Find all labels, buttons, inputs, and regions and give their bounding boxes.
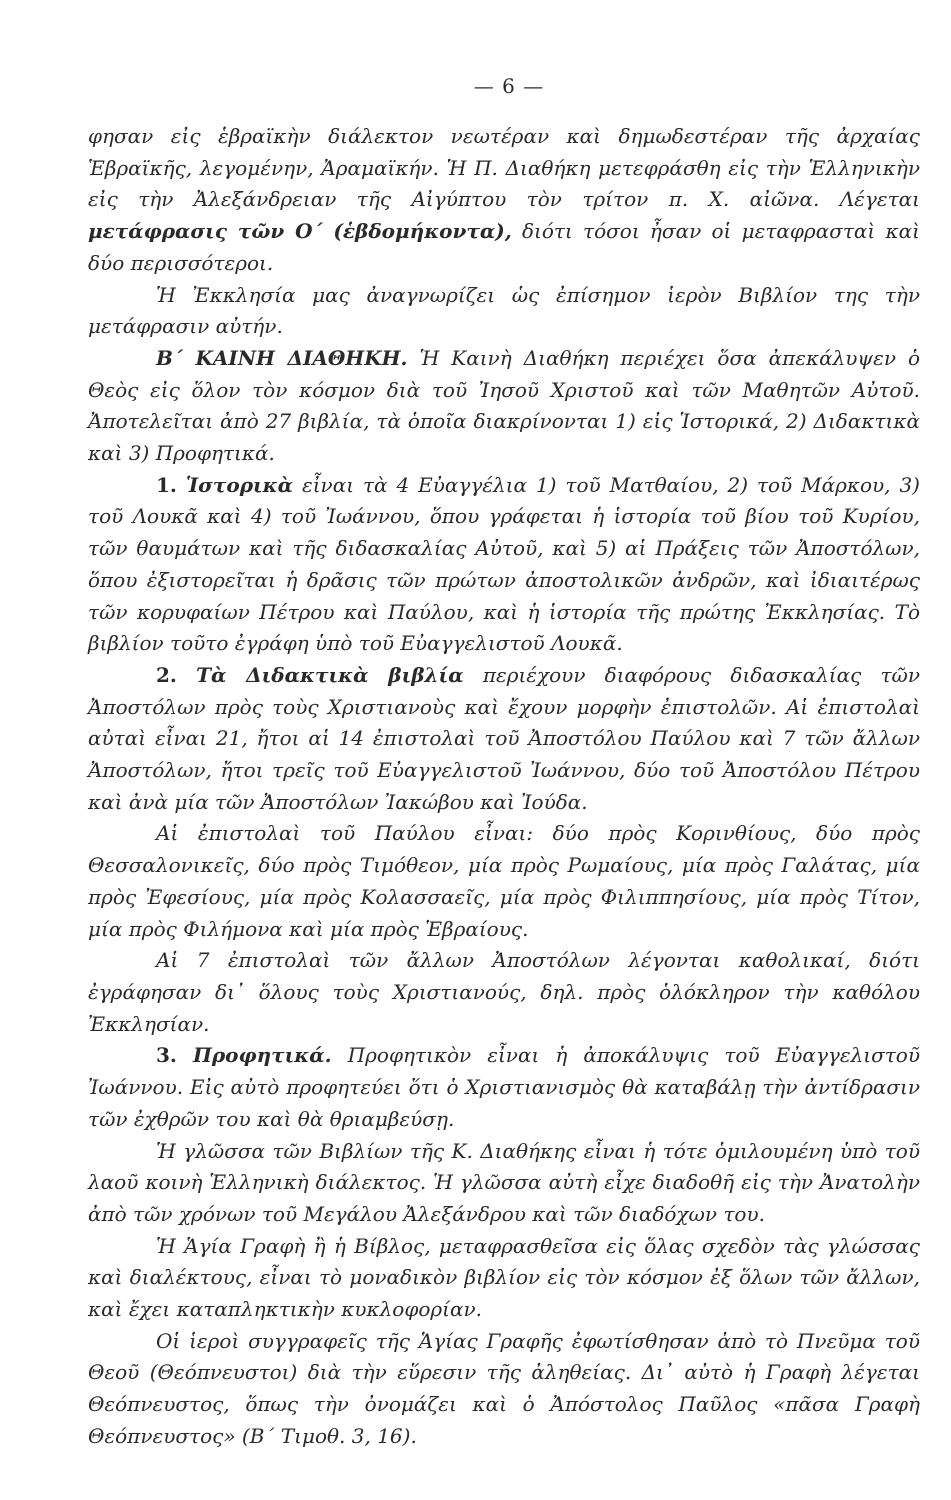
item-number-2: 2. [156,662,177,687]
body-text [88,121,920,1453]
section-heading-new-testament: Β΄ ΚΑΙΝΗ ΔΙΑΘΗΚΗ. [156,345,408,370]
term-historical: Ἱστορικὰ [185,472,294,497]
paragraph-2: Ἡ Ἐκκλησία μας ἀναγνωρίζει ὡς ἐπίσημον ἱερὸν Βιβλίον της τὴν μετάφρασιν αὐτήν. [88,282,920,339]
paragraph-5 [88,660,920,819]
paragraph-7: Αἱ 7 ἐπιστολαὶ τῶν ἄλλων Ἀποστόλων λέγονται καθολικαί, διότι ἐγράφησαν δι᾿ ὅλους τοὺς Χριστιανούς, δηλ. πρὸς ὁλόκληρον τὴν καθόλου Ἐκκλησίαν. [88,948,920,1036]
paragraph-4-text: εἶναι τὰ 4 Εὐαγγέλια 1) τοῦ Ματθαίου, 2) τοῦ Μάρκου, 3) τοῦ Λουκᾶ καὶ 4) τοῦ Ἰωάννου, ὅπου γράφεται ἡ ἱστορία τοῦ βίου τοῦ Κυρίου, τῶν θαυμάτων καὶ τῆς διδασκαλίας Αὐτοῦ, καὶ 5) αἱ Πράξεις τῶν Ἀποστόλων, ὅπου ἐξιστορεῖται ἡ δρᾶσις τῶν πρώτων ἀποστολικῶν ἀνδρῶν, καὶ ἰδιαιτέρως τῶν κορυφαίων Πέτρου καὶ Παύλου, καὶ ἡ ἱστορία τῆς πρώτης Ἐκκλησίας. Τὸ βιβλίον τοῦτο ἐγράφη ὑπὸ τοῦ Εὐαγγελιστοῦ Λουκᾶ. [88,472,920,656]
page-number: — 6 — [473,74,545,98]
paragraph-1-text-a: φησαν εἰς ἑβραϊκὴν διάλεκτον νεωτέραν καὶ δημωδεστέραν τῆς ἀρχαίας Ἑβραϊκῆς, λεγομένην, Ἀραμαϊκήν. Ἡ Π. Διαθήκη μετεφράσθη εἰς τὴν Ἑλληνικὴν εἰς τὴν Ἀλεξάνδρειαν τῆς Αἰγύπτου τὸν τρίτον π. Χ. αἰῶνα. Λέγεται [88,124,920,212]
paragraph-10: Ἡ Ἁγία Γραφὴ ἢ ἡ Βίβλος, μεταφρασθεῖσα εἰς ὅλας σχεδὸν τὰς γλώσσας καὶ διαλέκτους, εἶναι τὸ μοναδικὸν βιβλίον εἰς τὸν κόσμον ἐξ ὅλων τῶν ἄλλων, καὶ ἔχει καταπληκτικὴν κυκλοφορίαν. [88,1233,920,1322]
paragraph-1-text-b: διότι τόσοι ἦσαν οἱ μεταφρασταὶ καὶ δύο περισσότεροι. [88,219,920,275]
paragraph-8 [88,1040,920,1135]
paragraph-8-text: Προφητικὸν εἶναι ἡ ἀποκάλυψις τοῦ Εὐαγγελιστοῦ Ἰωάννου. Εἰς αὐτὸ προφητεύει ὅτι ὁ Χριστιανισμὸς θὰ καταβάλῃ τὴν ἀντίδρασιν τῶν ἐχθρῶν του καὶ θὰ θριαμβεύσῃ. [88,1043,921,1131]
term-prophetic: Προφητικά. [192,1043,332,1068]
paragraph-4 [88,470,920,660]
paragraph-5-text: περιέχουν διαφόρους διδασκαλίας τῶν Ἀποστόλων πρὸς τοὺς Χριστιανοὺς καὶ ἔχουν μορφὴν ἐπιστολῶν. Αἱ ἐπιστολαὶ αὐταὶ εἶναι 21, ἤτοι αἱ 14 ἐπιστολαὶ τοῦ Ἀποστόλου Παύλου καὶ 7 τῶν ἄλλων Ἀποστόλων, ἤτοι τρεῖς τοῦ Εὐαγγελιστοῦ Ἰωάννου, δύο τοῦ Ἀποστόλου Πέτρου καὶ ἀνὰ μία τῶν Ἀποστόλων Ἰακώβου καὶ Ἰούδα. [88,662,921,814]
paragraph-9: Ἡ γλῶσσα τῶν Βιβλίων τῆς Κ. Διαθήκης εἶναι ἡ τότε ὁμιλουμένη ὑπὸ τοῦ λαοῦ κοινὴ Ἑλληνικὴ διάλεκτος. Ἡ γλῶσσα αὐτὴ εἶχε διαδοθῆ εἰς τὴν Ἀνατολὴν ἀπὸ τῶν χρόνων τοῦ Μεγάλου Ἀλεξάνδρου καὶ τῶν διαδόχων του. [88,1138,920,1226]
item-number-3: 3. [156,1043,177,1068]
paragraph-1-term: μετάφρασις τῶν Ο΄ (ἑβδομήκοντα), [88,219,512,244]
paragraph-3-text: Ἡ Καινὴ Διαθήκη περιέχει ὅσα ἀπεκάλυψεν ὁ Θεὸς εἰς ὅλον τὸν κόσμον διὰ τοῦ Ἰησοῦ Χριστοῦ καὶ τῶν Μαθητῶν Αὐτοῦ. Ἀποτελεῖται ἀπὸ 27 βιβλία, τὰ ὁποῖα διακρίνονται 1) εἰς Ἱστορικά, 2) Διδακτικὰ καὶ 3) Προφητικά. [88,345,921,466]
paragraph-3 [88,343,920,470]
term-didactic: Τὰ Διδακτικὰ βιβλία [196,662,464,687]
paragraph-11: Οἱ ἱεροὶ συγγραφεῖς τῆς Ἁγίας Γραφῆς ἐφωτίσθησαν ἀπὸ τὸ Πνεῦμα τοῦ Θεοῦ (Θεόπνευστοι) διὰ τὴν εὕρεσιν τῆς ἀληθείας. Δι᾿ αὐτὸ ἡ Γραφὴ λέγεται Θεόπνευστος, ὅπως τὴν ὀνομάζει καὶ ὁ Ἀπόστολος Παῦλος «πᾶσα Γραφὴ Θεόπνευστος» (Β΄ Τιμοθ. 3, 16). [88,1328,920,1448]
item-number-1: 1. [156,472,177,497]
paragraph-6: Αἱ ἐπιστολαὶ τοῦ Παύλου εἶναι: δύο πρὸς Κορινθίους, δύο πρὸς Θεσσαλονικεῖς, δύο πρὸς Τιμόθεον, μία πρὸς Ρωμαίους, μία πρὸς Γαλάτας, μία πρὸς Ἐφεσίους, μία πρὸς Κολασσαεῖς, μία πρὸς Φιλιππησίους, μία πρὸς Τίτον, μία πρὸς Φιλήμονα καὶ μία πρὸς Ἑβραίους. [88,821,920,941]
paragraph-1 [88,121,920,280]
